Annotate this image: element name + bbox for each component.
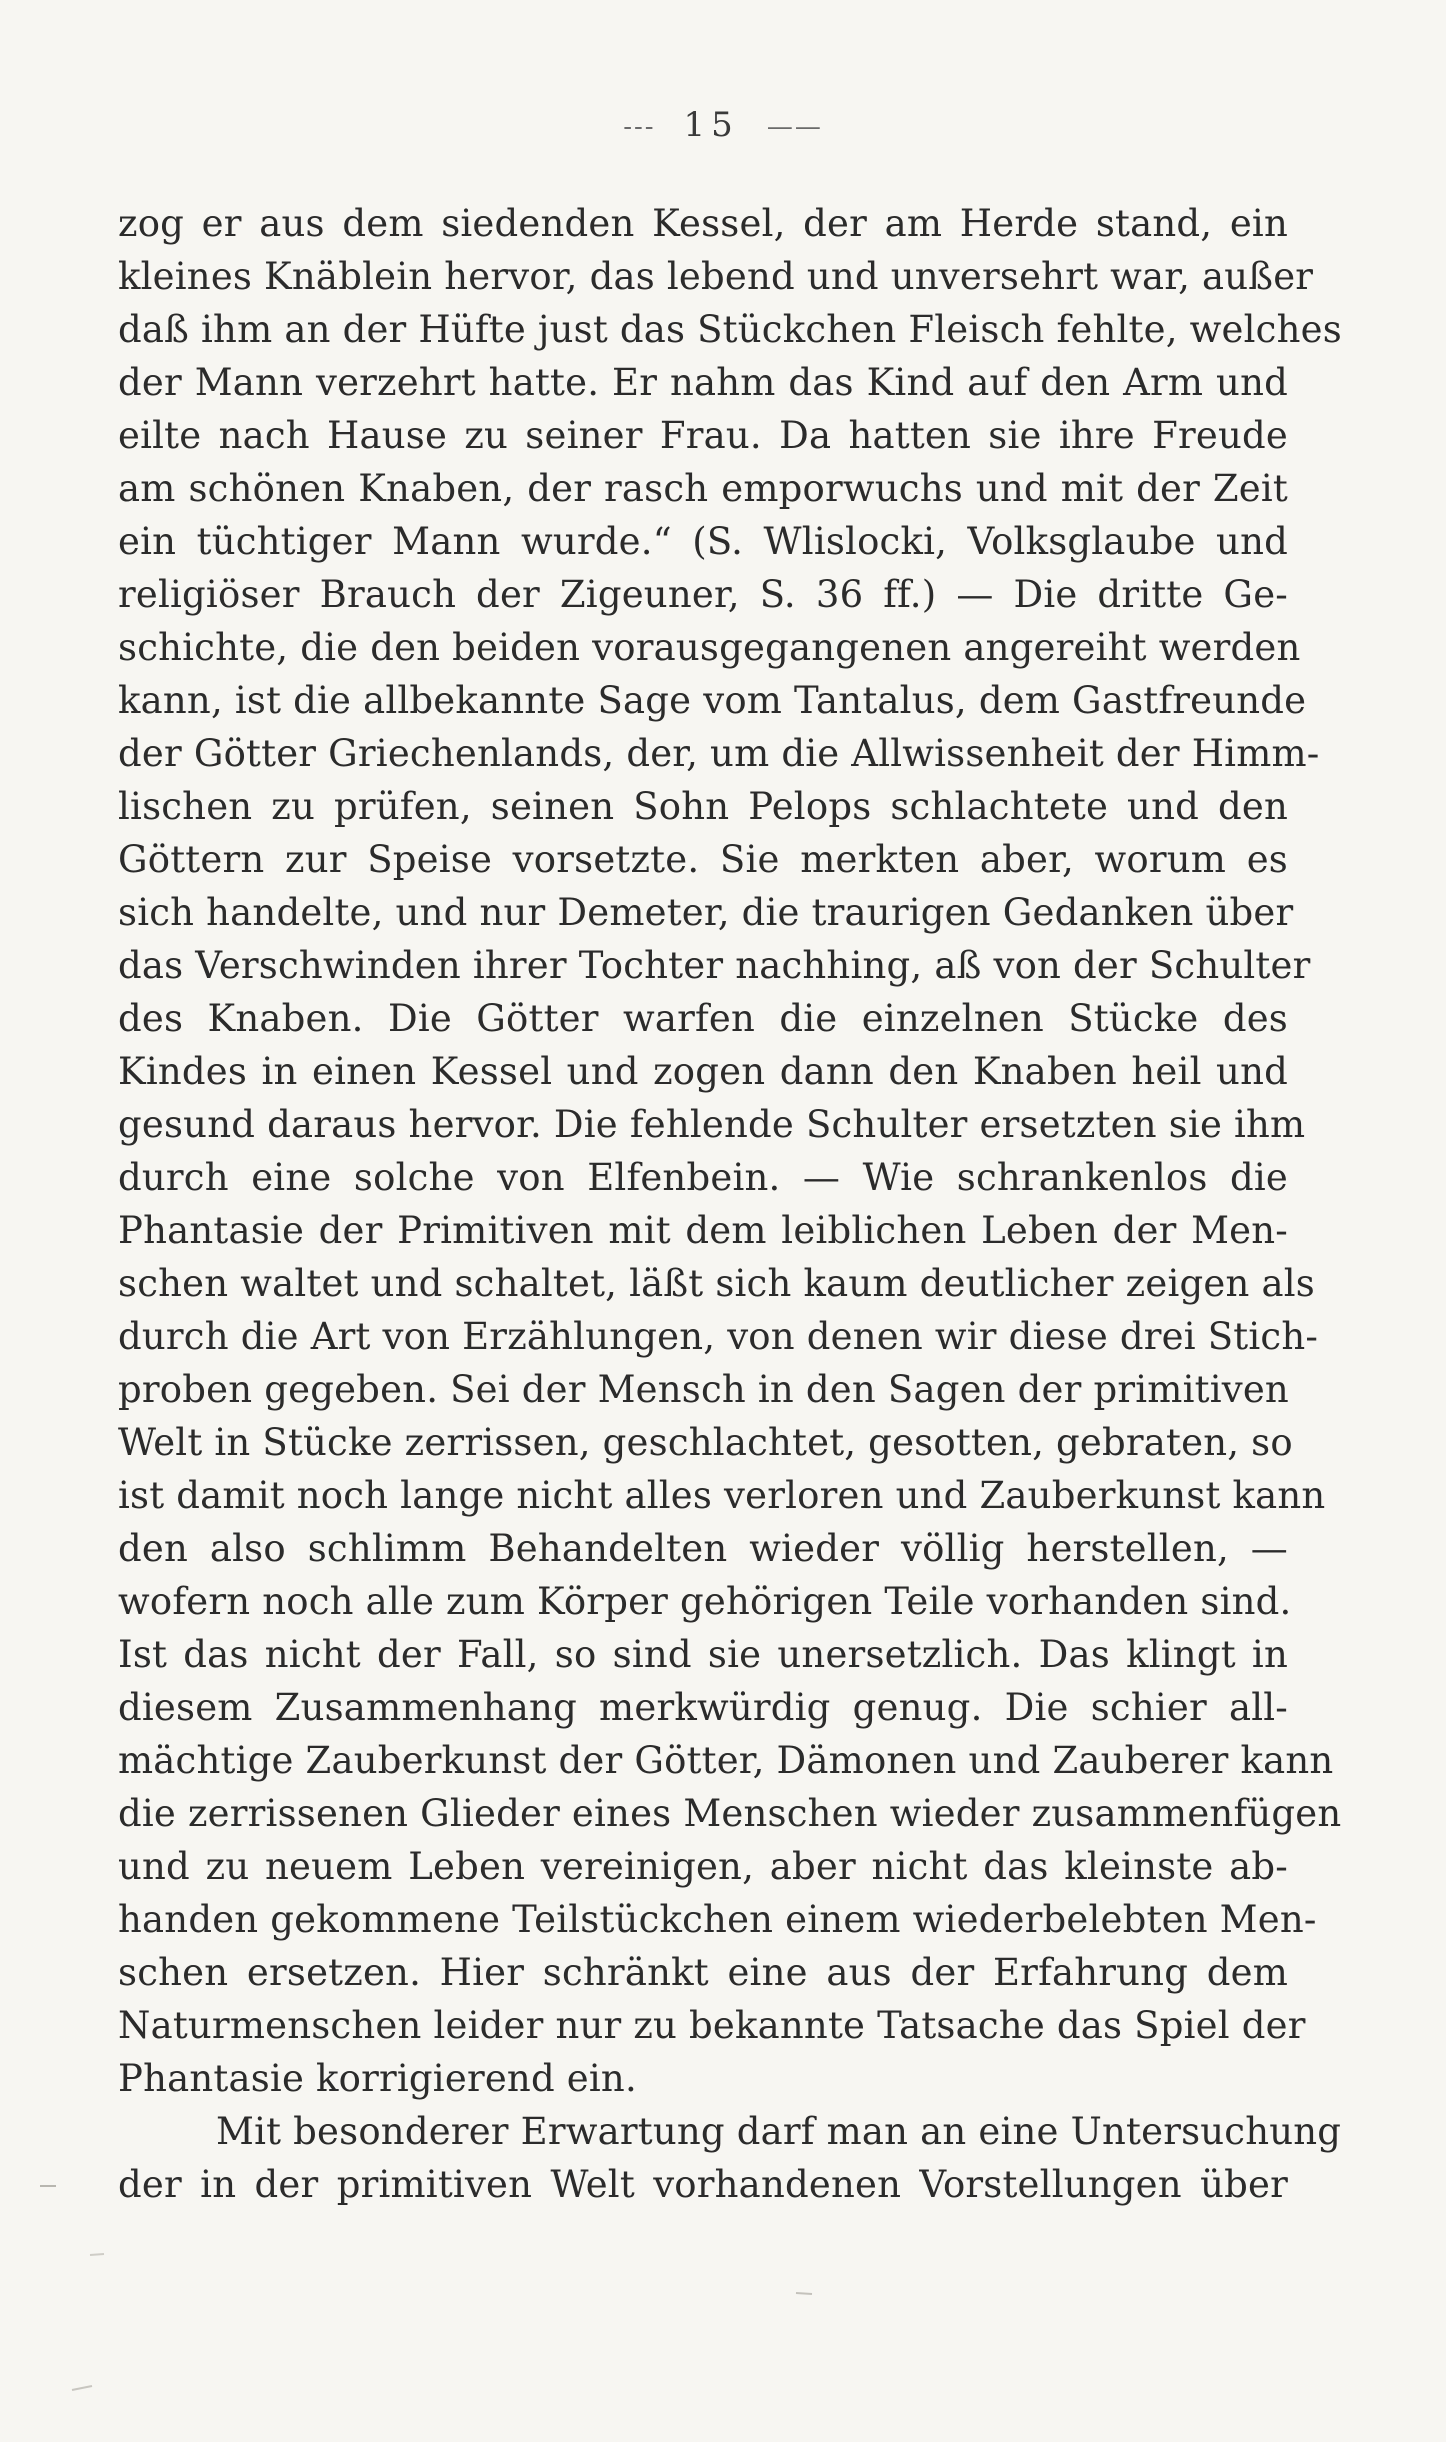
- text-line: schichte, die den beiden vorausgegangenen angereiht werden: [118, 626, 1301, 669]
- text-line: Mit besonderer Erwartung darf man an eine Untersuchung: [216, 2110, 1342, 2153]
- header-dash-right: ——: [766, 112, 823, 142]
- text-line: und zu neuem Leben vereinigen, aber nicht das kleinste ab-: [118, 1845, 1288, 1888]
- text-line: eilte nach Hause zu seiner Frau. Da hatten sie ihre Freude: [118, 414, 1288, 457]
- paragraph-2: [118, 2105, 1342, 2211]
- text-line: zog er aus dem siedenden Kessel, der am Herde stand, ein: [118, 202, 1288, 245]
- text-line: Naturmenschen leider nur zu bekannte Tatsache das Spiel der: [118, 2004, 1306, 2047]
- text-line: sich handelte, und nur Demeter, die traurigen Gedanken über: [118, 891, 1294, 934]
- text-line: ist damit noch lange nicht alles verloren und Zauberkunst kann: [118, 1474, 1326, 1517]
- text-line: den also schlimm Behandelten wieder völlig herstellen, —: [118, 1527, 1288, 1570]
- text-line: daß ihm an der Hüfte just das Stückchen Fleisch fehlte, welches: [118, 308, 1342, 351]
- text-line: kann, ist die allbekannte Sage vom Tantalus, dem Gastfreunde: [118, 679, 1307, 722]
- text-line: der Götter Griechenlands, der, um die Allwissenheit der Himm-: [118, 732, 1320, 775]
- text-line: Kindes in einen Kessel und zogen dann den Knaben heil und: [118, 1050, 1288, 1093]
- text-line: der Mann verzehrt hatte. Er nahm das Kind auf den Arm und: [118, 361, 1288, 404]
- text-line: kleines Knäblein hervor, das lebend und unversehrt war, außer: [118, 255, 1314, 298]
- text-line: schen waltet und schaltet, läßt sich kaum deutlicher zeigen als: [118, 1262, 1315, 1305]
- text-line: religiöser Brauch der Zigeuner, S. 36 ff.) — Die dritte Ge-: [118, 573, 1288, 616]
- text-line: am schönen Knaben, der rasch emporwuchs und mit der Zeit: [118, 467, 1288, 510]
- text-line: gesund daraus hervor. Die fehlende Schulter ersetzten sie ihm: [118, 1103, 1306, 1146]
- text-line: Welt in Stücke zerrissen, geschlachtet, gesotten, gebraten, so: [118, 1421, 1293, 1464]
- text-line: Phantasie der Primitiven mit dem leiblichen Leben der Men-: [118, 1209, 1288, 1252]
- text-line: mächtige Zauberkunst der Götter, Dämonen und Zauberer kann: [118, 1739, 1334, 1782]
- header-dash-left: ‐‐‐: [623, 112, 656, 142]
- text-line: schen ersetzen. Hier schränkt eine aus der Erfahrung dem: [118, 1951, 1288, 1994]
- paragraph-1: [118, 197, 1342, 2105]
- page-number: 15: [683, 105, 739, 145]
- text-line: diesem Zusammenhang merkwürdig genug. Die schier all-: [118, 1686, 1288, 1729]
- text-line: proben gegeben. Sei der Mensch in den Sagen der primitiven: [118, 1368, 1289, 1411]
- text-line: durch die Art von Erzählungen, von denen wir diese drei Stich-: [118, 1315, 1319, 1358]
- text-line: der in der primitiven Welt vorhandenen Vorstellungen über: [118, 2163, 1288, 2206]
- text-line: lischen zu prüfen, seinen Sohn Pelops schlachtete und den: [118, 785, 1288, 828]
- text-line: Phantasie korrigierend ein.: [118, 2057, 637, 2100]
- body-text: [118, 197, 1342, 2211]
- text-line: handen gekommene Teilstückchen einem wiederbelebten Men-: [118, 1898, 1317, 1941]
- text-line: die zerrissenen Glieder eines Menschen wieder zusammenfügen: [118, 1792, 1342, 1835]
- text-line: Göttern zur Speise vorsetzte. Sie merkten aber, worum es: [118, 838, 1288, 881]
- page-header: [0, 105, 1446, 145]
- text-line: wofern noch alle zum Körper gehörigen Teile vorhanden sind.: [118, 1580, 1292, 1623]
- text-line: das Verschwinden ihrer Tochter nachhing, aß von der Schulter: [118, 944, 1311, 987]
- text-line: des Knaben. Die Götter warfen die einzelnen Stücke des: [118, 997, 1288, 1040]
- text-line: Ist das nicht der Fall, so sind sie unersetzlich. Das klingt in: [118, 1633, 1288, 1676]
- text-line: ein tüchtiger Mann wurde.“ (S. Wlislocki, Volksglaube und: [118, 520, 1288, 563]
- text-line: durch eine solche von Elfenbein. — Wie schrankenlos die: [118, 1156, 1288, 1199]
